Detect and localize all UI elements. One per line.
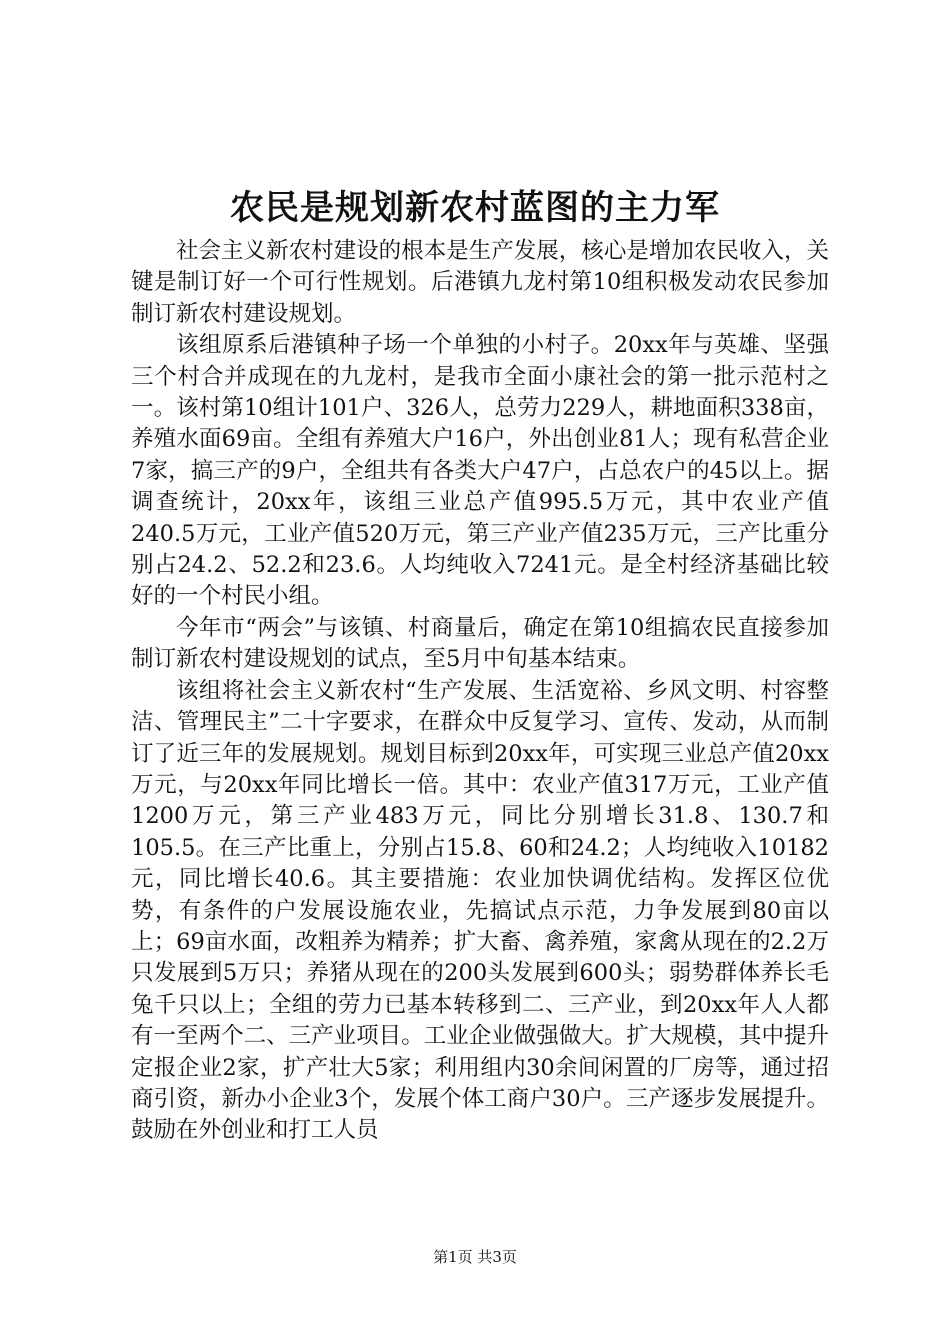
page-footer: 第1页 共3页 xyxy=(433,1248,517,1266)
paragraph-3: 今年市“两会”与该镇、村商量后，确定在第10组搞农民直接参加制订新农村建设规划的试点，至5月中旬基本结束。 xyxy=(131,614,829,673)
paragraph-2: 该组原系后港镇种子场一个单独的小村子。20xx年与英雄、坚强三个村合并成现在的九龙村，是我市全面小康社会的第一批示范村之一。该村第10组计101户、326人，总劳力229人，耕地面积338亩，养殖水面69亩。全组有养殖大户16户，外出创业81人；现有私营企业7家，搞三产的9户，全组共有各类大户47户，占总农户的45以上。据调查统计，20xx年，该组三业总产值995.5万元，其中农业产值240.5万元，工业产值520万元，第三产业产值235万元，三产比重分别占24.2、52.2和23.6。人均纯收入7241元。是全村经济基础比较好的一个村民小组。 xyxy=(131,332,829,610)
document-title: 农民是规划新农村蓝图的主力军 xyxy=(230,188,720,228)
paragraph-1: 社会主义新农村建设的根本是生产发展，核心是增加农民收入，关键是制订好一个可行性规划。后港镇九龙村第10组积极发动农民参加制订新农村建设规划。 xyxy=(131,238,829,327)
document-body xyxy=(131,236,829,1147)
paragraph-4: 该组将社会主义新农村“生产发展、生活宽裕、乡风文明、村容整洁、管理民主”二十字要求，在群众中反复学习、宣传、发动，从而制订了近三年的发展规划。规划目标到20xx年，可实现三业总产值20xx万元，与20xx年同比增长一倍。其中：农业产值317万元，工业产值1200万元，第三产业483万元，同比分别增长31.8、130.7和105.5。在三产比重上，分别占15.8、60和24.2；人均纯收入10182元，同比增长40.6。其主要措施：农业加快调优结构。发挥区位优势，有条件的户发展设施农业，先搞试点示范，力争发展到80亩以上；69亩水面，改粗养为精养；扩大畜、禽养殖，家禽从现在的2.2万只发展到5万只；养猪从现在的200头发展到600头；弱势群体养长毛兔千只以上；全组的劳力已基本转移到二、三产业，到20xx年人人都有一至两个二、三产业项目。工业企业做强做大。扩大规模，其中提升定报企业2家，扩产壮大5家；利用组内30余间闲置的厂房等，通过招商引资，新办小企业3个，发展个体工商户30户。三产逐步发展提升。鼓励在外创业和打工人员 xyxy=(131,677,829,1144)
